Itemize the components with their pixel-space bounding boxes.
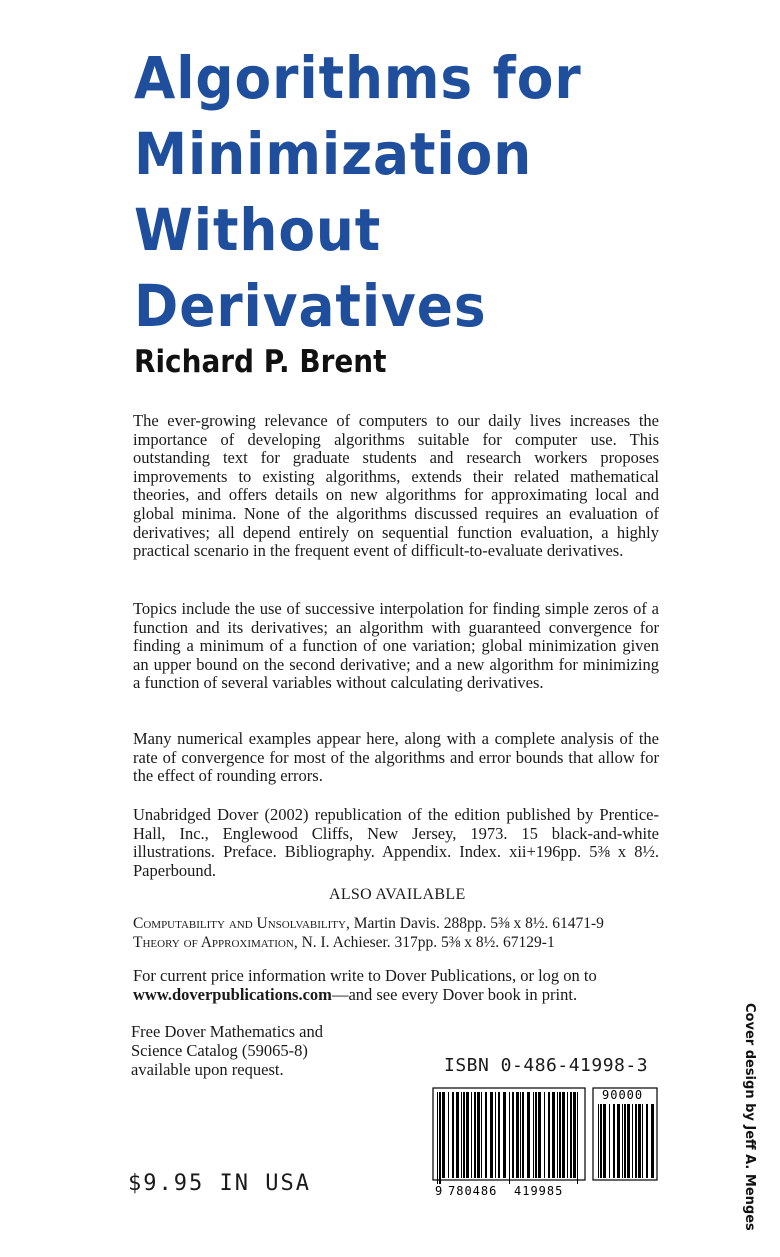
title-line-1: Algorithms for [134, 44, 582, 112]
also-available-item [133, 934, 555, 952]
barcode-bar [559, 1092, 561, 1178]
barcode-bar [509, 1092, 510, 1184]
also-available-details: , N. I. Achieser. 317pp. 5⅜ x 8½. 67129-1 [293, 934, 555, 951]
barcode-bar [463, 1092, 465, 1178]
barcode [432, 1086, 662, 1198]
barcode-bar [533, 1092, 534, 1178]
barcode-bar [598, 1104, 599, 1178]
description-paragraph-2: Topics include the use of successive interpolation for finding simple zeros of a function and its derivatives; an algorithm with guaranteed convergence for finding a minimum of a function of one variation; global minimization given an upper bound on the second derivative; and a new algorithm for minimizing a function of several variables without calculating derivatives. [133, 599, 659, 693]
barcode-bar [609, 1104, 610, 1178]
barcode-bar [448, 1092, 449, 1178]
publication-details: Unabridged Dover (2002) republication of the edition published by Prentice-Hall, Inc., Englewood Cliffs, New Jersey, 1973. 15 black-and-white illustrations. Preface. Bibliography. Appendix. Index. xii+196pp. 5⅜ x 8½. Paperbound. [133, 805, 659, 880]
barcode-bar [512, 1092, 514, 1178]
barcode-bar [548, 1092, 550, 1178]
barcode-bar [613, 1104, 615, 1178]
barcode-bar [562, 1092, 565, 1178]
barcode-bar [627, 1104, 630, 1178]
barcode-bar [573, 1092, 576, 1178]
ean-first-digit: 9 [435, 1184, 443, 1198]
barcode-bar [544, 1092, 545, 1178]
catalog-line: Science Catalog (59065-8) [131, 1041, 308, 1060]
barcode-bar [439, 1092, 441, 1184]
price-information [133, 966, 659, 1004]
barcode-bar [535, 1092, 537, 1178]
barcode-bar [557, 1092, 558, 1178]
dover-website-link[interactable]: www.doverpublications.com [133, 985, 332, 1004]
barcode-bar [622, 1104, 623, 1178]
barcode-bar [481, 1092, 482, 1178]
isbn-label: ISBN 0-486-41998-3 [444, 1055, 649, 1076]
barcode-bar [452, 1092, 454, 1178]
barcode-bar [538, 1092, 541, 1178]
catalog-line: available upon request. [131, 1060, 284, 1079]
barcode-bar [570, 1092, 572, 1178]
barcode-bar [474, 1092, 476, 1178]
also-available-title: Computability and Unsolvability [133, 915, 346, 932]
price-info-text-end: —and see every Dover book in print. [331, 985, 578, 1004]
retail-price: $9.95 IN USA [128, 1171, 311, 1196]
barcode-bar [520, 1092, 521, 1178]
title-line-2: Minimization [134, 120, 533, 188]
barcode-bar [651, 1104, 654, 1178]
barcode-bar [577, 1092, 578, 1184]
title-line-4: Derivatives [134, 272, 487, 340]
title-line-3: Without [134, 196, 382, 264]
also-available-details: , Martin Davis. 288pp. 5⅜ x 8½. 61471-9 [345, 915, 604, 932]
price-info-text: For current price information write to Dover Publications, or log on to [133, 966, 597, 985]
barcode-bar [437, 1092, 438, 1184]
also-available-heading: ALSO AVAILABLE [329, 886, 466, 903]
barcode-bar [461, 1092, 462, 1178]
barcode-bar [485, 1092, 487, 1178]
barcode-bar [603, 1104, 606, 1178]
barcode-bar [490, 1092, 493, 1178]
barcode-bar [477, 1092, 480, 1178]
barcode-bar [635, 1104, 637, 1178]
barcode-bar [456, 1092, 459, 1178]
ean-left-group: 780486 [448, 1184, 498, 1198]
barcode-bar [471, 1092, 472, 1178]
barcode-bar [638, 1104, 641, 1178]
barcode-bar [522, 1092, 524, 1178]
catalog-line: Free Dover Mathematics and [131, 1022, 323, 1041]
also-available-title: Theory of Approximation [133, 934, 294, 951]
barcode-bar [442, 1092, 445, 1178]
author-name: Richard P. Brent [134, 344, 387, 380]
barcode-bar [617, 1104, 620, 1178]
barcode-graphic [432, 1086, 662, 1198]
barcode-bar [642, 1104, 643, 1178]
barcode-bar [466, 1092, 469, 1178]
barcode-bar [498, 1092, 500, 1178]
barcode-bar [516, 1092, 519, 1178]
price-code: 90000 [602, 1088, 644, 1102]
barcode-bar [495, 1092, 496, 1178]
catalog-notice [131, 1022, 323, 1079]
barcode-bar [624, 1104, 626, 1178]
barcode-bar [600, 1104, 602, 1178]
cover-credit: Cover design by Jeff A. Menges [742, 1003, 757, 1231]
barcode-bar [567, 1092, 568, 1178]
barcode-bar [552, 1092, 555, 1178]
also-available-item [133, 915, 604, 933]
barcode-bar [527, 1092, 530, 1178]
description-paragraph-1: The ever-growing relevance of computers to our daily lives increases the importance of developing algorithms suitable for computer use. This outstanding text for graduate students and research workers proposes improvements to existing algorithms, extends their related mathematical theories, and offers details on new algorithms for approximating local and global minima. None of the algorithms discussed requires an evaluation of derivatives; all depend entirely on sequential function evaluation, a highly practical scenario in the frequent event of difficult-to-evaluate derivatives. [133, 411, 659, 561]
ean-right-group: 419985 [514, 1184, 564, 1198]
book-title [134, 40, 686, 344]
description-paragraph-3: Many numerical examples appear here, along with a complete analysis of the rate of convergence for most of the algorithms and error bounds that allow for the effect of rounding errors. [133, 729, 659, 786]
barcode-bar [646, 1104, 648, 1178]
barcode-bar [632, 1104, 633, 1178]
barcode-bar [503, 1092, 506, 1178]
